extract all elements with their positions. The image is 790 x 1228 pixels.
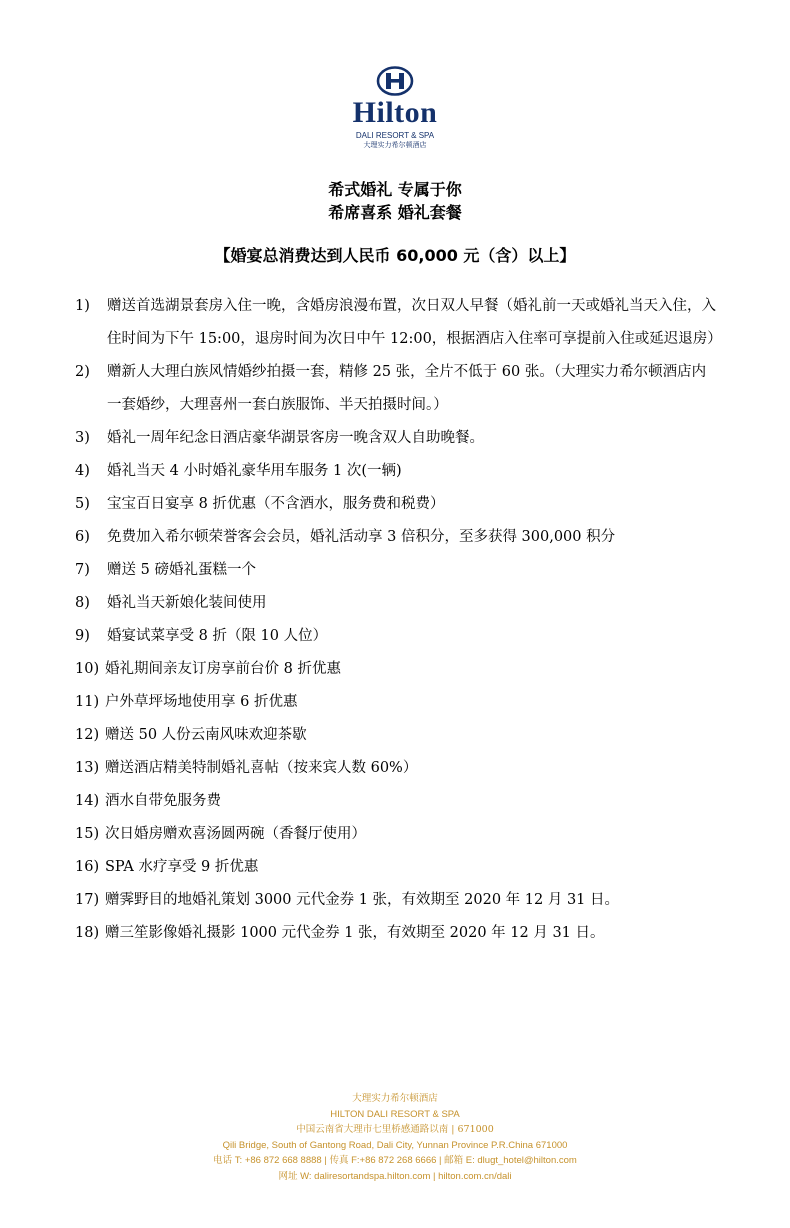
item-number: 7) <box>75 562 90 578</box>
item-text: 婚礼期间亲友订房享前台价 8 折优惠 <box>105 661 341 677</box>
item-text: 赠三笙影像婚礼摄影 1000 元代金券 1 张，有效期至 2020 年 12 月 31 日。 <box>105 925 605 941</box>
item-number: 8) <box>75 595 90 611</box>
item-number: 13) <box>75 760 100 776</box>
item-text: 酒水自带免服务费 <box>105 793 221 809</box>
item-text: 赠送 50 人份云南风味欢迎茶歇 <box>105 727 307 743</box>
list-item <box>75 653 725 686</box>
list-item <box>75 752 725 785</box>
item-number: 3) <box>75 430 90 446</box>
list-item <box>75 554 725 587</box>
item-text: 免费加入希尔顿荣誉客会会员，婚礼活动享 3 倍积分，至多获得 300,000 积分 <box>107 529 616 545</box>
hilton-logo-mark-icon <box>375 66 415 96</box>
title-line-1: 希式婚礼 专属于你 <box>328 180 462 199</box>
item-number: 18) <box>75 925 100 941</box>
item-number: 17) <box>75 892 100 908</box>
footer-contact: 电话 T: +86 872 668 8888 | 传真 F:+86 872 268 6666 | 邮箱 E: dlugt_hotel@hilton.com <box>213 1155 577 1166</box>
hotel-logo <box>0 66 790 150</box>
item-text: 次日婚房赠欢喜汤圆两碗（香餐厅使用） <box>105 826 366 842</box>
item-number: 9) <box>75 628 90 644</box>
list-item <box>75 818 725 851</box>
benefit-list <box>75 290 725 950</box>
item-text: 婚礼当天新娘化装间使用 <box>107 595 267 611</box>
list-item <box>75 488 725 521</box>
item-number: 4) <box>75 463 90 479</box>
item-number: 5) <box>75 496 90 512</box>
item-text: 户外草坪场地使用享 6 折优惠 <box>105 694 298 710</box>
package-title <box>0 178 790 224</box>
list-item <box>75 290 725 356</box>
item-text: 赠送首选湖景套房入住一晚，含婚房浪漫布置，次日双人早餐（婚礼前一天或婚礼当天入住，入住时间为下午 15:00，退房时间为次日中午 12:00，根据酒店入住率可享提前入住或延迟退房） <box>107 298 722 347</box>
list-item <box>75 587 725 620</box>
item-text: 赠霁野目的地婚礼策划 3000 元代金券 1 张，有效期至 2020 年 12 月 31 日。 <box>105 892 620 908</box>
list-item <box>75 719 725 752</box>
footer-address-en: Qili Bridge, South of Gantong Road, Dali City, Yunnan Province P.R.China 671000 <box>222 1139 568 1151</box>
list-item <box>75 521 725 554</box>
logo-wordmark: Hilton <box>352 96 438 129</box>
item-number: 16) <box>75 859 100 875</box>
item-text: 婚宴试菜享受 8 折（限 10 人位） <box>107 628 328 644</box>
list-item <box>75 884 725 917</box>
item-number: 6) <box>75 529 90 545</box>
item-text: 赠送 5 磅婚礼蛋糕一个 <box>107 562 256 578</box>
list-item <box>75 620 725 653</box>
list-item <box>75 851 725 884</box>
item-number: 2) <box>75 364 90 380</box>
list-item <box>75 356 725 422</box>
list-item <box>75 917 725 950</box>
item-number: 11) <box>75 694 100 710</box>
footer-name-en: HILTON DALI RESORT & SPA <box>330 1108 460 1120</box>
item-number: 15) <box>75 826 100 842</box>
item-text: SPA 水疗享受 9 折优惠 <box>105 859 259 875</box>
item-number: 12) <box>75 727 100 743</box>
list-item <box>75 686 725 719</box>
item-text: 赠新人大理白族风情婚纱拍摄一套，精修 25 张，全片不低于 60 张。（大理实力希尔顿酒店内一套婚纱，大理喜州一套白族服饰、半天拍摄时间。） <box>107 364 707 413</box>
item-number: 1) <box>75 298 90 314</box>
footer-web: 网址 W: daliresortandspa.hilton.com | hilton.com.cn/dali <box>278 1170 512 1182</box>
footer-address-cn: 中国云南省大理市七里桥感通路以南 | 671000 <box>296 1124 494 1135</box>
item-text: 婚礼当天 4 小时婚礼豪华用车服务 1 次(一辆) <box>107 463 402 479</box>
package-headline: 【婚宴总消费达到人民币 60,000 元（含）以上】 <box>214 246 576 265</box>
item-text: 赠送酒店精美特制婚礼喜帖（按来宾人数 60%） <box>105 760 418 776</box>
hotel-footer <box>0 1091 790 1184</box>
item-number: 10) <box>75 661 100 677</box>
list-item <box>75 422 725 455</box>
logo-subtitle-cn: 大理实力希尔顿酒店 <box>363 141 427 149</box>
list-item <box>75 785 725 818</box>
logo-subtitle-en: DALI RESORT & SPA <box>355 131 435 140</box>
title-line-2: 希席喜系 婚礼套餐 <box>328 203 462 222</box>
footer-name-cn: 大理实力希尔顿酒店 <box>352 1093 438 1104</box>
item-number: 14) <box>75 793 100 809</box>
item-text: 宝宝百日宴享 8 折优惠（不含酒水，服务费和税费） <box>107 496 445 512</box>
list-item <box>75 455 725 488</box>
item-text: 婚礼一周年纪念日酒店豪华湖景客房一晚含双人自助晚餐。 <box>107 430 484 446</box>
